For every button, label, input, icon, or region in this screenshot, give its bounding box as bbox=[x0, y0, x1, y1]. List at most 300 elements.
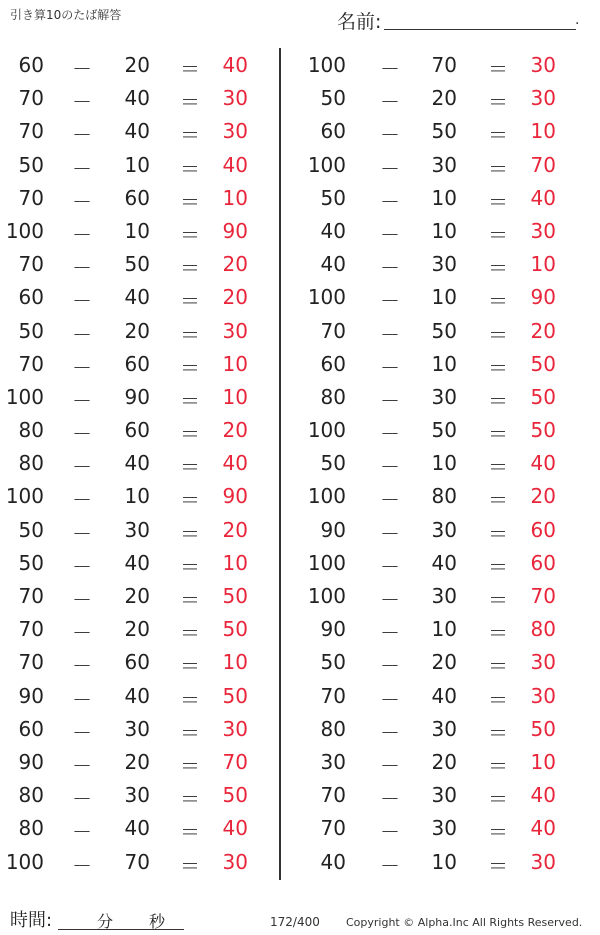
problem-row bbox=[302, 679, 592, 712]
equals-sign: ＝ bbox=[180, 621, 200, 646]
answer: 90 bbox=[222, 484, 248, 509]
answer: 60 bbox=[530, 517, 556, 542]
minuend: 70 bbox=[18, 584, 44, 608]
problem-row bbox=[302, 81, 592, 114]
minus-sign: － bbox=[380, 289, 400, 314]
answer: 30 bbox=[530, 650, 556, 675]
problem-row bbox=[0, 712, 290, 745]
minus-sign: － bbox=[72, 189, 92, 214]
problem-row bbox=[302, 314, 592, 347]
equals-sign: ＝ bbox=[488, 222, 508, 247]
problem-row bbox=[302, 114, 592, 147]
minuend: 80 bbox=[18, 783, 44, 808]
problem-row bbox=[0, 745, 290, 778]
page-number: 172/400 bbox=[270, 915, 320, 929]
problem-row bbox=[302, 479, 592, 512]
answer: 70 bbox=[222, 749, 248, 774]
subtrahend: 40 bbox=[124, 86, 150, 111]
answer: 30 bbox=[222, 849, 248, 874]
equals-sign: ＝ bbox=[180, 322, 200, 347]
subtrahend: 30 bbox=[431, 252, 457, 277]
minus-sign: － bbox=[72, 322, 92, 347]
minus-sign: － bbox=[380, 521, 400, 546]
subtrahend: 40 bbox=[431, 550, 457, 575]
problem-row bbox=[302, 148, 592, 181]
minuend: 50 bbox=[18, 318, 44, 343]
subtrahend: 10 bbox=[124, 152, 150, 177]
subtrahend: 10 bbox=[431, 185, 457, 210]
answer: 30 bbox=[530, 53, 556, 77]
answer: 30 bbox=[530, 849, 556, 874]
equals-sign: ＝ bbox=[488, 256, 508, 281]
problem-row bbox=[302, 612, 592, 645]
subtrahend: 40 bbox=[124, 119, 150, 144]
problem-row bbox=[302, 712, 592, 745]
problem-row bbox=[0, 645, 290, 678]
problem-row bbox=[302, 214, 592, 247]
equals-sign: ＝ bbox=[488, 322, 508, 347]
minus-sign: － bbox=[72, 57, 92, 81]
problem-row bbox=[0, 148, 290, 181]
minus-sign: － bbox=[72, 388, 92, 413]
answer: 50 bbox=[222, 783, 248, 808]
subtrahend: 30 bbox=[124, 716, 150, 741]
subtrahend: 40 bbox=[124, 285, 150, 310]
answer: 50 bbox=[530, 351, 556, 376]
minus-sign: － bbox=[380, 422, 400, 447]
subtrahend: 20 bbox=[431, 749, 457, 774]
minus-sign: － bbox=[380, 189, 400, 214]
answer: 40 bbox=[530, 451, 556, 476]
equals-sign: ＝ bbox=[180, 422, 200, 447]
problem-row bbox=[302, 546, 592, 579]
minuend: 60 bbox=[18, 285, 44, 310]
copyright: Copyright © Alpha.Inc All Rights Reserved. bbox=[346, 916, 583, 929]
minuend: 100 bbox=[307, 152, 346, 177]
subtrahend: 20 bbox=[124, 53, 150, 77]
equals-sign: ＝ bbox=[180, 289, 200, 314]
equals-sign: ＝ bbox=[180, 222, 200, 247]
minuend: 50 bbox=[18, 550, 44, 575]
answer: 40 bbox=[530, 816, 556, 841]
problem-row bbox=[302, 811, 592, 844]
minus-sign: － bbox=[72, 488, 92, 513]
minus-sign: － bbox=[72, 222, 92, 247]
minuend: 90 bbox=[320, 617, 346, 642]
minus-sign: － bbox=[72, 588, 92, 612]
answer: 40 bbox=[222, 53, 248, 77]
subtrahend: 10 bbox=[431, 285, 457, 310]
answer: 20 bbox=[222, 418, 248, 443]
equals-sign: ＝ bbox=[180, 156, 200, 181]
column-divider bbox=[279, 48, 281, 880]
minus-sign: － bbox=[380, 720, 400, 745]
answer: 30 bbox=[530, 683, 556, 708]
equals-sign: ＝ bbox=[180, 787, 200, 812]
problem-row bbox=[0, 778, 290, 811]
minus-sign: － bbox=[380, 654, 400, 679]
answer: 10 bbox=[530, 749, 556, 774]
answer: 50 bbox=[222, 683, 248, 708]
subtrahend: 40 bbox=[124, 816, 150, 841]
answer: 70 bbox=[530, 152, 556, 177]
equals-sign: ＝ bbox=[488, 853, 508, 878]
subtrahend: 20 bbox=[124, 318, 150, 343]
equals-sign: ＝ bbox=[180, 90, 200, 115]
problem-column-left bbox=[0, 48, 290, 878]
minus-sign: － bbox=[72, 289, 92, 314]
minute-label: 分 bbox=[97, 912, 114, 931]
answer: 30 bbox=[222, 119, 248, 144]
minuend: 100 bbox=[307, 484, 346, 509]
answer: 50 bbox=[222, 617, 248, 642]
answer: 50 bbox=[530, 384, 556, 409]
minuend: 60 bbox=[18, 53, 44, 77]
problem-row bbox=[0, 280, 290, 313]
problem-row bbox=[302, 778, 592, 811]
subtrahend: 80 bbox=[431, 484, 457, 509]
minus-sign: － bbox=[72, 853, 92, 878]
answer: 40 bbox=[530, 185, 556, 210]
equals-sign: ＝ bbox=[488, 687, 508, 712]
second-label: 秒 bbox=[149, 912, 166, 931]
problem-row bbox=[302, 48, 592, 81]
minuend: 60 bbox=[320, 119, 346, 144]
problem-row bbox=[0, 181, 290, 214]
minus-sign: － bbox=[380, 455, 400, 480]
equals-sign: ＝ bbox=[180, 853, 200, 878]
answer: 10 bbox=[222, 384, 248, 409]
subtrahend: 50 bbox=[124, 252, 150, 277]
equals-sign: ＝ bbox=[488, 621, 508, 646]
equals-sign: ＝ bbox=[488, 820, 508, 845]
subtrahend: 40 bbox=[124, 683, 150, 708]
subtrahend: 30 bbox=[431, 517, 457, 542]
problem-row bbox=[0, 347, 290, 380]
equals-sign: ＝ bbox=[180, 57, 200, 81]
minuend: 50 bbox=[18, 517, 44, 542]
equals-sign: ＝ bbox=[180, 654, 200, 679]
minus-sign: － bbox=[380, 488, 400, 513]
minus-sign: － bbox=[380, 753, 400, 778]
subtrahend: 60 bbox=[124, 351, 150, 376]
subtrahend: 10 bbox=[124, 484, 150, 509]
minus-sign: － bbox=[72, 521, 92, 546]
answer: 20 bbox=[530, 484, 556, 509]
minus-sign: － bbox=[72, 753, 92, 778]
equals-sign: ＝ bbox=[488, 355, 508, 380]
minus-sign: － bbox=[380, 57, 400, 81]
minuend: 40 bbox=[320, 218, 346, 243]
problem-row bbox=[302, 280, 592, 313]
answer: 30 bbox=[222, 86, 248, 111]
equals-sign: ＝ bbox=[488, 156, 508, 181]
minus-sign: － bbox=[72, 787, 92, 812]
equals-sign: ＝ bbox=[180, 820, 200, 845]
problem-row bbox=[302, 181, 592, 214]
subtrahend: 10 bbox=[431, 451, 457, 476]
equals-sign: ＝ bbox=[488, 455, 508, 480]
minuend: 70 bbox=[320, 683, 346, 708]
problem-row bbox=[0, 579, 290, 612]
minus-sign: － bbox=[380, 554, 400, 579]
answer: 20 bbox=[530, 318, 556, 343]
name-underline bbox=[384, 29, 576, 30]
subtrahend: 40 bbox=[431, 683, 457, 708]
minus-sign: － bbox=[72, 422, 92, 447]
minuend: 90 bbox=[18, 749, 44, 774]
subtrahend: 30 bbox=[431, 584, 457, 608]
answer: 10 bbox=[222, 550, 248, 575]
minuend: 100 bbox=[307, 584, 346, 608]
minus-sign: － bbox=[72, 554, 92, 579]
answer: 30 bbox=[222, 716, 248, 741]
answer: 20 bbox=[222, 517, 248, 542]
minuend: 50 bbox=[320, 650, 346, 675]
problem-row bbox=[0, 679, 290, 712]
minuend: 80 bbox=[320, 716, 346, 741]
equals-sign: ＝ bbox=[180, 521, 200, 546]
subtrahend: 20 bbox=[124, 749, 150, 774]
problem-row bbox=[302, 413, 592, 446]
problem-row bbox=[302, 513, 592, 546]
minus-sign: － bbox=[380, 123, 400, 148]
answer: 80 bbox=[530, 617, 556, 642]
minuend: 80 bbox=[320, 384, 346, 409]
subtrahend: 50 bbox=[431, 418, 457, 443]
subtrahend: 10 bbox=[431, 218, 457, 243]
equals-sign: ＝ bbox=[180, 753, 200, 778]
subtrahend: 30 bbox=[431, 716, 457, 741]
equals-sign: ＝ bbox=[488, 753, 508, 778]
minus-sign: － bbox=[72, 720, 92, 745]
answer: 40 bbox=[222, 816, 248, 841]
minuend: 50 bbox=[320, 451, 346, 476]
equals-sign: ＝ bbox=[180, 388, 200, 413]
problem-row bbox=[302, 845, 592, 878]
subtrahend: 30 bbox=[431, 783, 457, 808]
equals-sign: ＝ bbox=[180, 554, 200, 579]
answer: 60 bbox=[530, 550, 556, 575]
subtrahend: 10 bbox=[431, 849, 457, 874]
subtrahend: 70 bbox=[124, 849, 150, 874]
problem-row bbox=[302, 347, 592, 380]
equals-sign: ＝ bbox=[488, 422, 508, 447]
problem-row bbox=[0, 479, 290, 512]
name-label: 名前: bbox=[337, 11, 382, 33]
minuend: 100 bbox=[307, 285, 346, 310]
subtrahend: 20 bbox=[124, 617, 150, 642]
problem-row bbox=[0, 413, 290, 446]
minuend: 90 bbox=[320, 517, 346, 542]
minuend: 100 bbox=[307, 550, 346, 575]
minuend: 70 bbox=[18, 617, 44, 642]
minus-sign: － bbox=[380, 787, 400, 812]
name-dot: . bbox=[575, 12, 580, 28]
minuend: 100 bbox=[5, 384, 44, 409]
equals-sign: ＝ bbox=[488, 388, 508, 413]
problem-row bbox=[0, 48, 290, 81]
answer: 20 bbox=[222, 252, 248, 277]
minus-sign: － bbox=[380, 588, 400, 612]
minuend: 30 bbox=[320, 749, 346, 774]
answer: 10 bbox=[222, 650, 248, 675]
problem-row bbox=[302, 380, 592, 413]
minuend: 70 bbox=[320, 816, 346, 841]
subtrahend: 60 bbox=[124, 185, 150, 210]
minuend: 60 bbox=[18, 716, 44, 741]
problem-row bbox=[0, 446, 290, 479]
problem-row bbox=[0, 81, 290, 114]
answer: 50 bbox=[530, 716, 556, 741]
equals-sign: ＝ bbox=[180, 687, 200, 712]
minuend: 70 bbox=[320, 783, 346, 808]
minuend: 80 bbox=[18, 816, 44, 841]
equals-sign: ＝ bbox=[180, 488, 200, 513]
equals-sign: ＝ bbox=[180, 123, 200, 148]
minuend: 40 bbox=[320, 252, 346, 277]
problem-row bbox=[0, 612, 290, 645]
answer: 30 bbox=[222, 318, 248, 343]
equals-sign: ＝ bbox=[488, 90, 508, 115]
minuend: 70 bbox=[18, 351, 44, 376]
problem-row bbox=[302, 247, 592, 280]
minus-sign: － bbox=[380, 156, 400, 181]
minuend: 70 bbox=[18, 650, 44, 675]
minus-sign: － bbox=[72, 355, 92, 380]
minus-sign: － bbox=[72, 621, 92, 646]
problem-row bbox=[302, 446, 592, 479]
subtrahend: 50 bbox=[431, 318, 457, 343]
minus-sign: － bbox=[380, 388, 400, 413]
minuend: 50 bbox=[320, 185, 346, 210]
equals-sign: ＝ bbox=[488, 654, 508, 679]
subtrahend: 50 bbox=[431, 119, 457, 144]
subtrahend: 30 bbox=[124, 783, 150, 808]
equals-sign: ＝ bbox=[180, 189, 200, 214]
subtrahend: 10 bbox=[124, 218, 150, 243]
minus-sign: － bbox=[380, 322, 400, 347]
minuend: 70 bbox=[18, 119, 44, 144]
problem-row bbox=[302, 579, 592, 612]
equals-sign: ＝ bbox=[488, 521, 508, 546]
time-label: 時間: bbox=[10, 910, 53, 931]
minuend: 50 bbox=[320, 86, 346, 111]
answer: 70 bbox=[530, 584, 556, 608]
minuend: 70 bbox=[18, 252, 44, 277]
minuend: 100 bbox=[5, 849, 44, 874]
problem-row bbox=[0, 114, 290, 147]
minus-sign: － bbox=[380, 355, 400, 380]
subtrahend: 20 bbox=[431, 86, 457, 111]
equals-sign: ＝ bbox=[488, 554, 508, 579]
minus-sign: － bbox=[72, 123, 92, 148]
problem-row bbox=[0, 247, 290, 280]
minus-sign: － bbox=[72, 687, 92, 712]
subtrahend: 30 bbox=[431, 384, 457, 409]
answer: 40 bbox=[530, 783, 556, 808]
minus-sign: － bbox=[380, 90, 400, 115]
subtrahend: 70 bbox=[431, 53, 457, 77]
subtrahend: 40 bbox=[124, 451, 150, 476]
minuend: 100 bbox=[5, 484, 44, 509]
subtrahend: 10 bbox=[431, 351, 457, 376]
minus-sign: － bbox=[72, 156, 92, 181]
subtrahend: 20 bbox=[124, 584, 150, 608]
minus-sign: － bbox=[380, 222, 400, 247]
equals-sign: ＝ bbox=[180, 256, 200, 281]
problem-row bbox=[0, 513, 290, 546]
minuend: 100 bbox=[307, 418, 346, 443]
minuend: 80 bbox=[18, 451, 44, 476]
equals-sign: ＝ bbox=[180, 455, 200, 480]
problem-row bbox=[0, 811, 290, 844]
problem-row bbox=[0, 314, 290, 347]
minus-sign: － bbox=[380, 687, 400, 712]
equals-sign: ＝ bbox=[488, 720, 508, 745]
problem-row bbox=[0, 214, 290, 247]
problem-row bbox=[0, 546, 290, 579]
equals-sign: ＝ bbox=[488, 787, 508, 812]
minus-sign: － bbox=[72, 820, 92, 845]
minus-sign: － bbox=[380, 621, 400, 646]
answer: 10 bbox=[530, 119, 556, 144]
answer: 40 bbox=[222, 451, 248, 476]
minuend: 70 bbox=[320, 318, 346, 343]
equals-sign: ＝ bbox=[488, 123, 508, 148]
subtrahend: 30 bbox=[431, 152, 457, 177]
minuend: 100 bbox=[307, 53, 346, 77]
answer: 30 bbox=[530, 86, 556, 111]
minuend: 40 bbox=[320, 849, 346, 874]
equals-sign: ＝ bbox=[488, 57, 508, 81]
answer: 20 bbox=[222, 285, 248, 310]
minuend: 50 bbox=[18, 152, 44, 177]
subtrahend: 20 bbox=[431, 650, 457, 675]
problem-row bbox=[0, 380, 290, 413]
answer: 10 bbox=[222, 185, 248, 210]
minuend: 60 bbox=[320, 351, 346, 376]
subtrahend: 90 bbox=[124, 384, 150, 409]
answer: 50 bbox=[530, 418, 556, 443]
problem-row bbox=[0, 845, 290, 878]
equals-sign: ＝ bbox=[488, 488, 508, 513]
subtrahend: 60 bbox=[124, 650, 150, 675]
minus-sign: － bbox=[72, 256, 92, 281]
answer: 90 bbox=[222, 218, 248, 243]
subtrahend: 30 bbox=[431, 816, 457, 841]
minuend: 90 bbox=[18, 683, 44, 708]
answer: 90 bbox=[530, 285, 556, 310]
problem-row bbox=[302, 645, 592, 678]
answer: 50 bbox=[222, 584, 248, 608]
time-underline bbox=[58, 929, 184, 930]
subtrahend: 40 bbox=[124, 550, 150, 575]
minus-sign: － bbox=[380, 853, 400, 878]
equals-sign: ＝ bbox=[488, 588, 508, 612]
subtrahend: 60 bbox=[124, 418, 150, 443]
minus-sign: － bbox=[380, 256, 400, 281]
equals-sign: ＝ bbox=[180, 588, 200, 612]
minuend: 70 bbox=[18, 185, 44, 210]
equals-sign: ＝ bbox=[180, 720, 200, 745]
equals-sign: ＝ bbox=[180, 355, 200, 380]
minus-sign: － bbox=[72, 654, 92, 679]
problem-row bbox=[302, 745, 592, 778]
answer: 30 bbox=[530, 218, 556, 243]
minus-sign: － bbox=[72, 455, 92, 480]
minuend: 100 bbox=[5, 218, 44, 243]
